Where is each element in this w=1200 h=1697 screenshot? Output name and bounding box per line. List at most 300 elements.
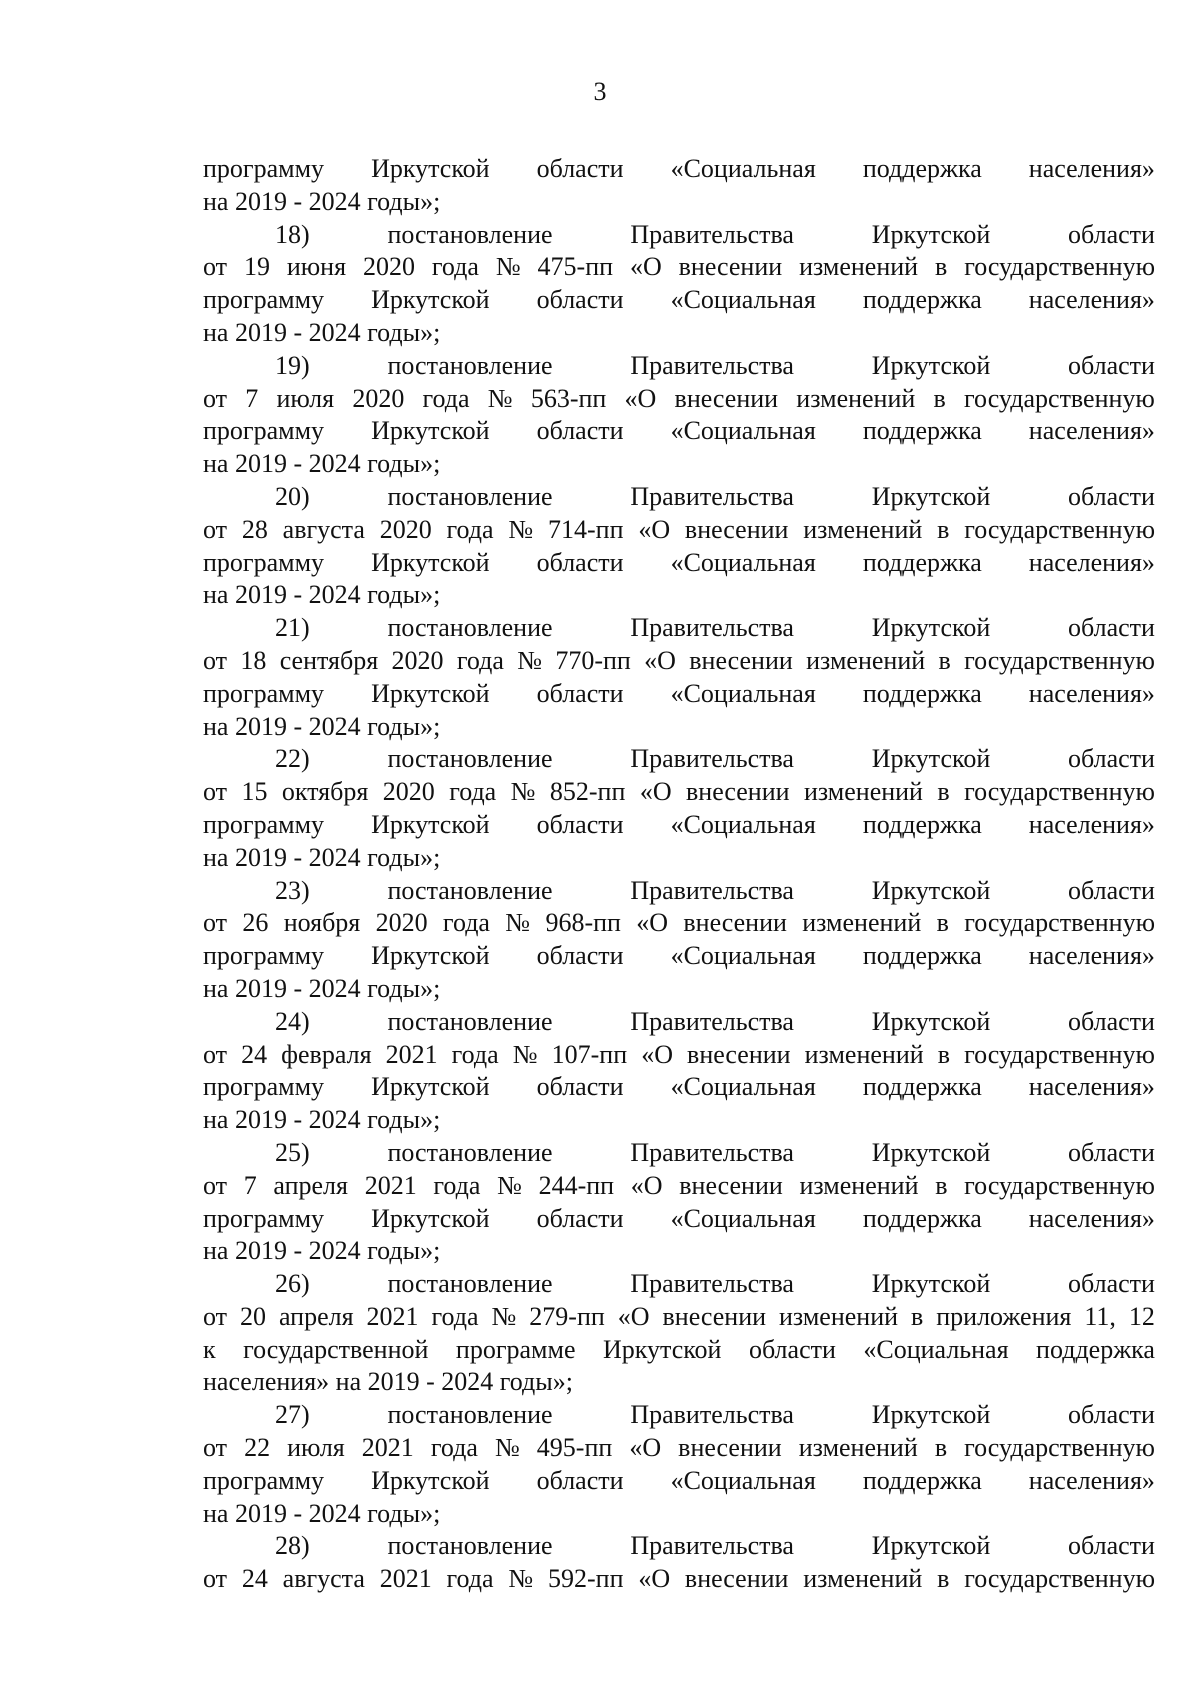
word: поддержка: [862, 1203, 982, 1233]
word: поддержка: [862, 547, 982, 577]
word: Иркутской: [871, 744, 991, 774]
word: «О: [641, 1039, 673, 1069]
word: Иркутской: [371, 416, 490, 446]
word: изменений: [802, 908, 922, 938]
word: «Социальная: [670, 1072, 816, 1102]
word: апреля: [278, 1301, 354, 1331]
word: 2020: [379, 514, 432, 544]
word: постановление: [387, 875, 553, 905]
word: области: [536, 1072, 624, 1102]
word: внесении: [687, 1039, 791, 1069]
word: 714-пп: [548, 514, 624, 544]
word: 27): [275, 1400, 310, 1430]
word: программу: [203, 1072, 325, 1102]
word: области: [536, 941, 624, 971]
text-line: [203, 350, 1155, 383]
word: программе: [455, 1334, 576, 1364]
word: 495-пп: [536, 1433, 613, 1463]
word: от: [203, 1433, 228, 1463]
word: от: [203, 1039, 228, 1069]
text-line: [203, 645, 1155, 678]
word: Иркутской: [371, 154, 490, 183]
word: внесении: [679, 1170, 783, 1200]
text-line: [203, 1137, 1155, 1170]
word: 2021: [361, 1433, 414, 1463]
word: в: [933, 383, 946, 413]
word: 15: [241, 777, 268, 807]
word: государственную: [964, 383, 1155, 413]
word: 26): [275, 1269, 310, 1299]
text-line: [203, 1039, 1155, 1072]
text-line: [203, 251, 1155, 284]
word: в: [935, 1170, 948, 1200]
word: в: [934, 1433, 948, 1463]
word: Иркутской: [871, 1269, 991, 1299]
word: 24): [275, 1006, 310, 1036]
word: Иркутской: [371, 809, 490, 839]
word: года: [442, 908, 490, 938]
word: изменений: [804, 1039, 924, 1069]
word: в: [935, 252, 948, 282]
word: ноября: [283, 908, 361, 938]
word: 2020: [362, 252, 415, 282]
word: №: [517, 645, 543, 675]
word: программу: [203, 547, 325, 577]
word: 22): [275, 744, 310, 774]
word: 852-пп: [549, 777, 626, 807]
word: 244-пп: [538, 1170, 615, 1200]
word: области: [536, 154, 624, 183]
word: от: [203, 777, 228, 807]
word: «О: [630, 1170, 663, 1200]
page-number: 3: [593, 77, 607, 106]
word: в: [937, 1039, 950, 1069]
word: изменений: [803, 514, 923, 544]
text-line: [203, 1432, 1155, 1465]
word: населения»: [1028, 1072, 1155, 1102]
text-line: [203, 1071, 1155, 1104]
word: Иркутской: [871, 875, 991, 905]
word: года: [431, 252, 479, 282]
word: Иркутской: [871, 1137, 991, 1167]
word: от: [203, 645, 228, 675]
word: Иркутской: [871, 1531, 991, 1561]
text-line: [203, 1399, 1155, 1432]
word: программу: [203, 154, 325, 183]
word: населения»: [1028, 285, 1155, 315]
word: года: [446, 514, 494, 544]
word: №: [512, 1039, 538, 1069]
word: постановление: [387, 613, 553, 643]
word: №: [494, 1433, 520, 1463]
word: сентября: [279, 645, 379, 675]
word: 475-пп: [537, 252, 614, 282]
word: «Социальная: [670, 547, 816, 577]
word: июля: [287, 1433, 345, 1463]
word: «О: [624, 383, 657, 413]
word: области: [1068, 744, 1155, 774]
word: поддержка: [862, 809, 982, 839]
word: Иркутской: [871, 219, 991, 249]
word: 20: [240, 1301, 266, 1331]
word: Иркутской: [371, 1072, 490, 1102]
word: поддержка: [862, 941, 982, 971]
word: в: [911, 1301, 924, 1331]
word: 563-пп: [530, 383, 607, 413]
word: области: [536, 1203, 624, 1233]
text-line: [203, 153, 1155, 186]
word: постановление: [387, 481, 553, 511]
word: «Социальная: [670, 941, 816, 971]
word: 12: [1128, 1301, 1155, 1331]
word: от: [203, 514, 228, 544]
text-line: на 2019 - 2024 годы»;: [203, 317, 441, 347]
word: к: [203, 1334, 216, 1364]
word: 279-пп: [529, 1301, 605, 1331]
text-line: [203, 1465, 1155, 1498]
word: поддержка: [862, 678, 982, 708]
word: 2020: [352, 383, 405, 413]
word: области: [536, 416, 624, 446]
word: Правительства: [630, 1269, 794, 1299]
word: населения»: [1028, 1203, 1155, 1233]
word: №: [505, 908, 531, 938]
text-line: [203, 284, 1155, 317]
word: изменений: [806, 645, 926, 675]
word: области: [1068, 1531, 1155, 1561]
word: населения»: [1028, 941, 1155, 971]
word: от: [203, 383, 228, 413]
word: «Социальная: [670, 809, 816, 839]
word: внесении: [684, 514, 789, 544]
word: 24: [241, 1564, 268, 1594]
word: «О: [629, 1433, 662, 1463]
text-line: на 2019 - 2024 годы»;: [203, 1236, 441, 1266]
word: населения»: [1028, 547, 1155, 577]
word: 2021: [379, 1564, 432, 1594]
text-line: [203, 1170, 1155, 1203]
word: области: [1068, 350, 1155, 380]
word: государственной: [243, 1334, 429, 1364]
word: области: [1068, 219, 1155, 249]
word: области: [1068, 1400, 1155, 1430]
text-line: [203, 514, 1155, 547]
text-line: на 2019 - 2024 годы»;: [203, 842, 441, 872]
word: внесении: [684, 1564, 789, 1594]
word: программу: [203, 285, 325, 315]
word: №: [508, 1564, 534, 1594]
word: года: [446, 1564, 494, 1594]
word: №: [497, 1170, 522, 1200]
word: Правительства: [630, 481, 794, 511]
text-line: [203, 940, 1155, 973]
text-line: [203, 1563, 1155, 1596]
text-line: на 2019 - 2024 годы»;: [203, 186, 441, 216]
word: поддержка: [862, 285, 982, 315]
word: области: [1068, 875, 1155, 905]
word: внесении: [662, 1301, 767, 1331]
word: года: [451, 1039, 499, 1069]
word: области: [536, 809, 624, 839]
word: Правительства: [630, 1137, 794, 1167]
word: области: [536, 678, 624, 708]
word: программу: [203, 809, 325, 839]
word: «Социальная: [670, 285, 816, 315]
text-line: населения» на 2019 - 2024 годы»;: [203, 1367, 573, 1397]
text-line: [203, 481, 1155, 514]
word: 2021: [385, 1039, 438, 1069]
word: поддержка: [862, 416, 982, 446]
word: 19: [243, 252, 270, 282]
word: Правительства: [630, 1006, 794, 1036]
word: октября: [281, 777, 369, 807]
word: 28): [275, 1531, 310, 1561]
word: в: [937, 1564, 950, 1594]
text-line: [203, 547, 1155, 580]
word: в: [937, 777, 950, 807]
word: 2020: [375, 908, 428, 938]
word: 28: [241, 514, 268, 544]
word: Иркутской: [371, 285, 490, 315]
word: изменений: [803, 1564, 923, 1594]
word: Иркутской: [602, 1334, 722, 1364]
word: изменений: [799, 1170, 919, 1200]
word: июня: [286, 252, 347, 282]
text-line: [203, 1530, 1155, 1563]
word: населения»: [1028, 154, 1155, 183]
word: 11,: [1084, 1301, 1116, 1331]
word: постановление: [387, 1137, 553, 1167]
word: поддержка: [862, 1465, 982, 1495]
text-line: на 2019 - 2024 годы»;: [203, 1105, 441, 1135]
word: года: [422, 383, 470, 413]
word: года: [449, 777, 497, 807]
word: №: [491, 1301, 517, 1331]
word: Правительства: [630, 613, 794, 643]
word: государственную: [964, 1564, 1155, 1594]
word: программу: [203, 416, 325, 446]
word: «Социальная: [670, 416, 816, 446]
word: внесении: [678, 1433, 782, 1463]
text-line: [203, 776, 1155, 809]
word: Иркутской: [371, 547, 490, 577]
word: области: [1068, 613, 1155, 643]
word: Иркутской: [371, 678, 490, 708]
text-line: [203, 415, 1155, 448]
word: 592-пп: [548, 1564, 624, 1594]
word: 24: [241, 1039, 268, 1069]
text-line: на 2019 - 2024 годы»;: [203, 711, 441, 741]
word: программу: [203, 941, 325, 971]
word: от: [203, 1170, 228, 1200]
word: «Социальная: [670, 1203, 816, 1233]
word: 19): [275, 350, 310, 380]
word: Правительства: [630, 350, 794, 380]
word: области: [536, 547, 624, 577]
word: от: [203, 1564, 228, 1594]
word: от: [203, 252, 228, 282]
word: «О: [639, 777, 672, 807]
word: постановление: [387, 744, 553, 774]
word: в: [938, 645, 951, 675]
text-line: [203, 907, 1155, 940]
word: года: [431, 1301, 479, 1331]
word: года: [456, 645, 504, 675]
word: «О: [629, 252, 662, 282]
word: государственную: [964, 777, 1155, 807]
word: государственную: [964, 645, 1155, 675]
word: «Социальная: [863, 1334, 1009, 1364]
word: апреля: [273, 1170, 348, 1200]
text-line: [203, 383, 1155, 416]
word: области: [1068, 1269, 1155, 1299]
word: 20): [275, 481, 310, 511]
text-line: на 2019 - 2024 годы»;: [203, 973, 441, 1003]
word: 2021: [364, 1170, 417, 1200]
text-line: [203, 875, 1155, 908]
word: внесении: [689, 645, 793, 675]
word: области: [1068, 1006, 1155, 1036]
word: «О: [644, 645, 676, 675]
text-line: [203, 1203, 1155, 1236]
word: 25): [275, 1137, 310, 1167]
word: августа: [282, 514, 365, 544]
word: Правительства: [630, 219, 794, 249]
word: 770-пп: [555, 645, 631, 675]
word: населения»: [1028, 809, 1155, 839]
word: 18): [275, 219, 310, 249]
text-line: [203, 1334, 1155, 1367]
word: внесении: [674, 383, 779, 413]
word: №: [508, 514, 534, 544]
word: 7: [243, 1170, 257, 1200]
word: населения»: [1028, 416, 1155, 446]
word: от: [203, 1301, 228, 1331]
word: населения»: [1028, 1465, 1155, 1495]
word: государственную: [964, 1433, 1155, 1463]
word: Иркутской: [871, 350, 991, 380]
text-line: на 2019 - 2024 годы»;: [203, 449, 441, 479]
word: февраля: [281, 1039, 372, 1069]
word: постановление: [387, 1531, 553, 1561]
word: области: [536, 285, 624, 315]
word: года: [430, 1433, 478, 1463]
word: Иркутской: [871, 613, 991, 643]
word: 21): [275, 613, 310, 643]
word: №: [510, 777, 536, 807]
document-body: [203, 153, 1155, 1596]
word: поддержка: [862, 1072, 982, 1102]
text-line: [203, 219, 1155, 252]
word: 23): [275, 875, 310, 905]
word: Иркутской: [371, 1203, 490, 1233]
word: Иркутской: [871, 1400, 991, 1430]
word: 2020: [391, 645, 444, 675]
word: 22: [244, 1433, 271, 1463]
word: области: [748, 1334, 836, 1364]
word: 26: [242, 908, 269, 938]
word: «Социальная: [670, 154, 816, 183]
word: области: [1068, 481, 1155, 511]
word: «Социальная: [670, 678, 816, 708]
word: «О: [638, 1564, 671, 1594]
word: поддержка: [862, 154, 982, 183]
word: изменений: [803, 777, 923, 807]
word: Правительства: [630, 744, 794, 774]
word: постановление: [387, 1400, 553, 1430]
word: программу: [203, 678, 325, 708]
word: программу: [203, 1465, 325, 1495]
word: внесении: [686, 777, 790, 807]
word: №: [487, 383, 513, 413]
word: Правительства: [630, 1400, 794, 1430]
word: внесении: [678, 252, 783, 282]
word: изменений: [798, 1433, 918, 1463]
word: Иркутской: [371, 941, 490, 971]
word: внесении: [683, 908, 787, 938]
text-line: [203, 1301, 1155, 1334]
word: в: [936, 908, 949, 938]
word: августа: [282, 1564, 365, 1594]
word: Правительства: [630, 1531, 794, 1561]
text-line: на 2019 - 2024 годы»;: [203, 580, 441, 610]
word: Правительства: [630, 875, 794, 905]
word: изменений: [799, 252, 919, 282]
word: государственную: [964, 514, 1155, 544]
word: 2021: [366, 1301, 419, 1331]
text-line: [203, 678, 1155, 711]
word: изменений: [779, 1301, 899, 1331]
text-line: [203, 1006, 1155, 1039]
word: Иркутской: [871, 481, 991, 511]
word: государственную: [964, 908, 1155, 938]
word: поддержка: [1036, 1334, 1155, 1364]
word: постановление: [387, 350, 553, 380]
word: 18: [240, 645, 267, 675]
word: 2020: [382, 777, 435, 807]
word: области: [536, 1465, 624, 1495]
word: постановление: [387, 219, 553, 249]
word: «О: [617, 1301, 650, 1331]
word: программу: [203, 1203, 325, 1233]
word: государственную: [964, 1039, 1155, 1069]
word: приложения: [936, 1301, 1072, 1331]
text-line: на 2019 - 2024 годы»;: [203, 1498, 441, 1528]
word: 7: [245, 383, 259, 413]
word: «О: [636, 908, 669, 938]
word: 968-пп: [545, 908, 621, 938]
word: июля: [276, 383, 335, 413]
text-line: [203, 612, 1155, 645]
word: постановление: [387, 1269, 553, 1299]
word: «О: [638, 514, 671, 544]
word: в: [937, 514, 950, 544]
word: государственную: [964, 1170, 1155, 1200]
word: постановление: [387, 1006, 553, 1036]
word: изменений: [796, 383, 916, 413]
word: «Социальная: [670, 1465, 816, 1495]
text-line: [203, 809, 1155, 842]
word: государственную: [964, 252, 1155, 282]
word: Иркутской: [371, 1465, 490, 1495]
text-line: [203, 1268, 1155, 1301]
word: года: [433, 1170, 481, 1200]
word: от: [203, 908, 228, 938]
word: населения»: [1028, 678, 1155, 708]
word: Иркутской: [871, 1006, 991, 1036]
word: №: [495, 252, 521, 282]
word: 107-пп: [551, 1039, 628, 1069]
